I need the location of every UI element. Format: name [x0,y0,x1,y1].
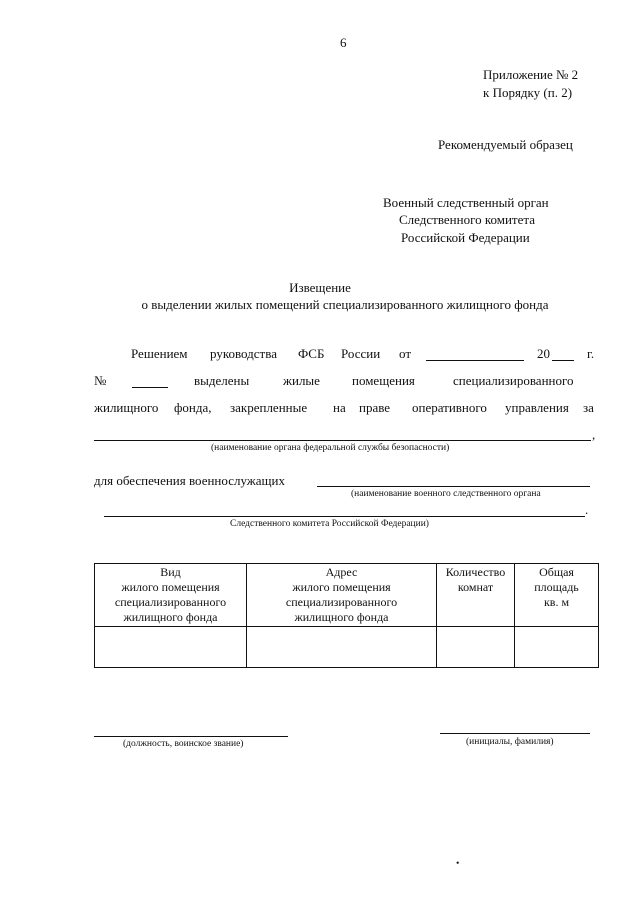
addressee-line-2: Следственного комитета [399,212,535,227]
body-word: России [341,346,381,361]
page-number: 6 [340,35,347,50]
fsb-organ-hint: (наименование органа федеральной службы безопасности) [211,443,450,453]
position-signature-line [94,736,288,737]
name-hint: (инициалы, фамилия) [466,737,554,747]
document-subtitle: о выделении жилых помещений специализированного жилищного фонда [141,297,549,312]
investigative-organ-blank [317,486,590,487]
table-cell[interactable] [95,627,247,668]
document-title: Извещение [289,280,351,295]
investigative-organ-hint: (наименование военного следственного органа [351,489,541,499]
position-hint: (должность, воинское звание) [123,739,244,749]
header-type: Вид жилого помещения специализированного жилищного фонда [95,564,247,627]
body-word: на [333,400,346,415]
header-address: Адрес жилого помещения специализированного жилищного фонда [247,564,437,627]
addressee-line-1: Военный следственный орган [383,195,549,210]
appendix-line-1: Приложение № 2 [483,67,579,82]
body-word: оперативного [412,400,487,415]
table-row [95,627,599,668]
year-suffix: г. [587,346,595,361]
body-word: жилищного [94,400,159,415]
body-line-1 [131,346,596,364]
committee-blank [104,516,585,517]
committee-period: . [585,502,589,517]
body-word: специализированного [453,373,574,388]
body-word: руководства [210,346,277,361]
fsb-organ-blank [94,440,591,441]
table-header-row [95,564,599,627]
scan-dot: • [456,859,460,869]
body-word: помещения [352,373,415,388]
provision-text: для обеспечения военнослужащих [94,473,286,488]
body-word: фонда, [174,400,212,415]
body-word: управления [505,400,569,415]
body-word: ФСБ [298,346,325,361]
body-line-3 [94,400,598,418]
body-word: праве [359,400,391,415]
table-cell[interactable] [247,627,437,668]
date-blank [426,360,524,361]
body-word: закрепленные [230,400,308,415]
year-prefix: 20 [537,346,550,361]
body-line-2 [94,373,598,391]
year-blank [552,360,574,361]
body-word: Решением [131,346,188,361]
name-signature-line [440,733,590,734]
fsb-comma: , [592,427,596,442]
table-cell[interactable] [437,627,515,668]
body-word: от [399,346,412,361]
committee-hint: Следственного комитета Российской Федерации) [230,519,429,529]
sample-note: Рекомендуемый образец [438,137,573,152]
body-word: жилые [283,373,320,388]
number-sign: № [94,373,107,388]
addressee-line-3: Российской Федерации [401,230,530,245]
header-area: Общая площадь кв. м [515,564,599,627]
body-word: за [583,400,594,415]
appendix-line-2: к Порядку (п. 2) [483,85,573,100]
number-blank [132,387,168,388]
header-rooms: Количество комнат [437,564,515,627]
table-cell[interactable] [515,627,599,668]
housing-table [94,563,599,668]
body-word: выделены [194,373,250,388]
